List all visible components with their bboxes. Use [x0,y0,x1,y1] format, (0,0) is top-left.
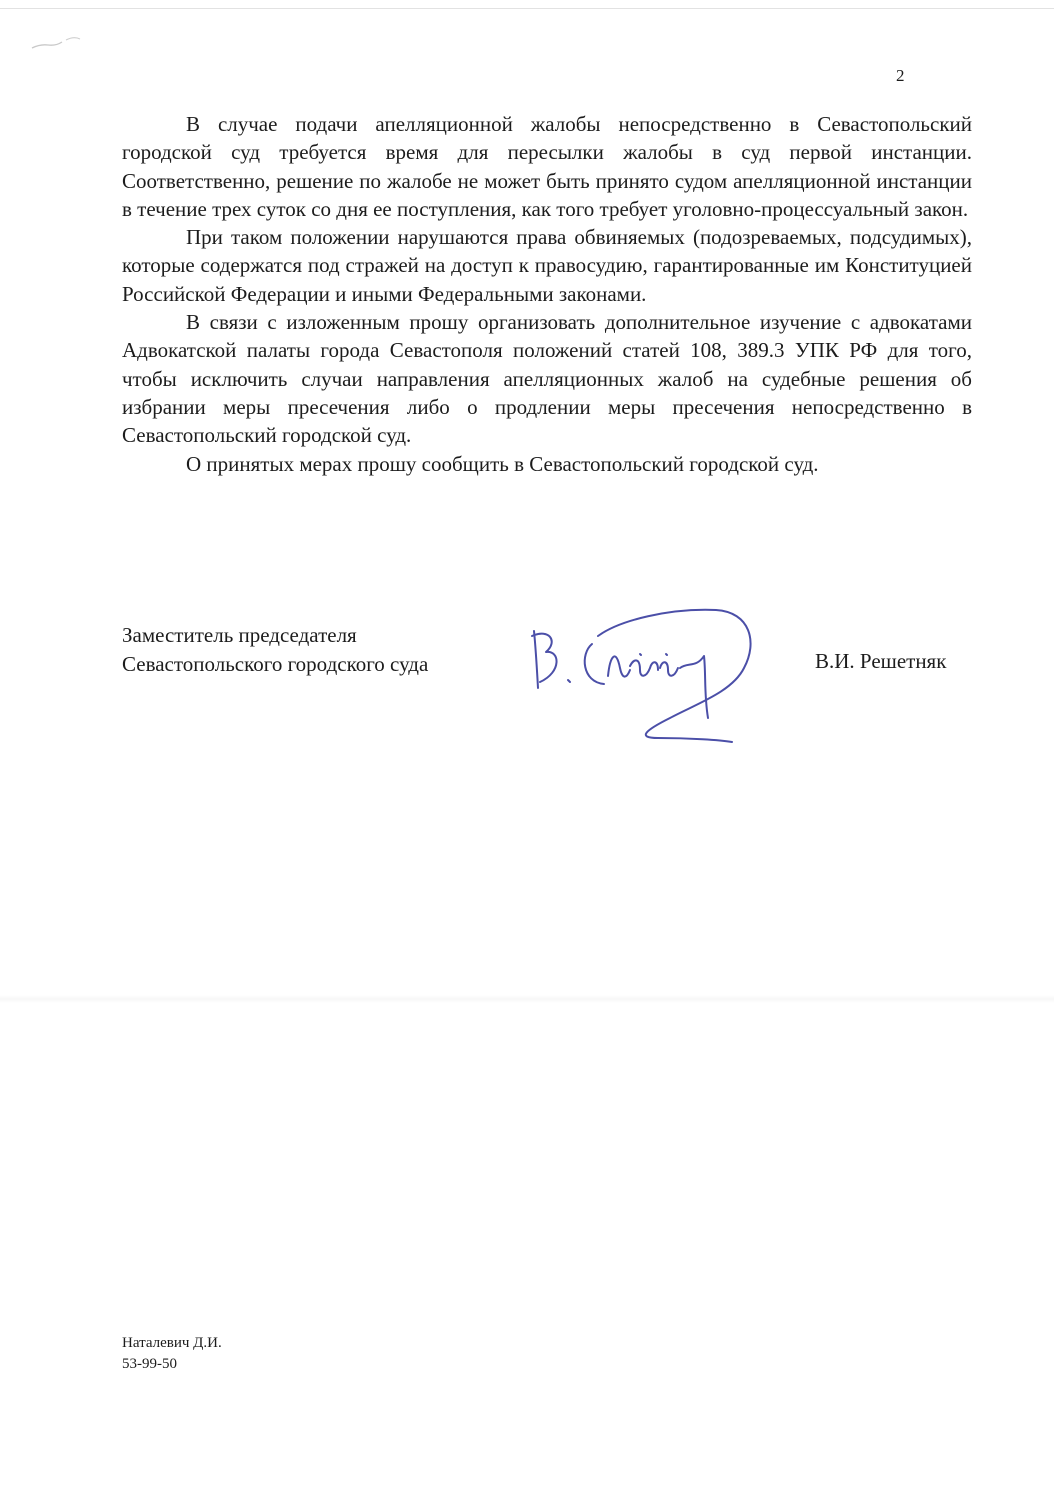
scan-edge [0,8,1054,9]
scan-smudge [22,30,92,52]
handwritten-signature [520,596,780,756]
page-number: 2 [896,66,905,85]
paragraph-1: В случае подачи апелляционной жалобы непосредственно в Севастопольский городской суд требуется время для пересылки жалобы в суд первой инстанции. Соответственно, решение по жалобе не может быть принято судом апелляционной инстанции в течение трех суток со дня ее поступления, как того требует уголовно-процессуальный закон. [122,112,972,221]
signer-name: В.И. Решетняк [815,649,947,673]
paragraph-3: В связи с изложенным прошу организовать дополнительное изучение с адвокатами Адвокатской палаты города Севастополя положений статей 108, 389.3 УПК РФ для того, чтобы исключить случаи направления апелляционных жалоб на судебные решения об избрании меры пресечения либо о продлении меры пресечения непосредственно в Севастопольский городской суд. [122,310,972,448]
paragraph-2: При таком положении нарушаются права обвиняемых (подозреваемых, подсудимых), которые содержатся под стражей на доступ к правосудию, гарантированные им Конституцией Российской Федерации и иными Федеральными законами. [122,225,972,306]
paper-fold [0,995,1054,1003]
executor-info [122,1333,222,1375]
executor-name: Наталевич Д.И. [122,1335,222,1351]
paragraph-4: О принятых мерах прошу сообщить в Севастопольский городской суд. [186,451,819,476]
signer-title-line-2: Севастопольского городского суда [122,651,429,676]
executor-phone: 53-99-50 [122,1356,177,1372]
letter-body [122,110,972,478]
signer-title-line-1: Заместитель председателя [122,623,357,647]
signer-title [122,621,428,678]
